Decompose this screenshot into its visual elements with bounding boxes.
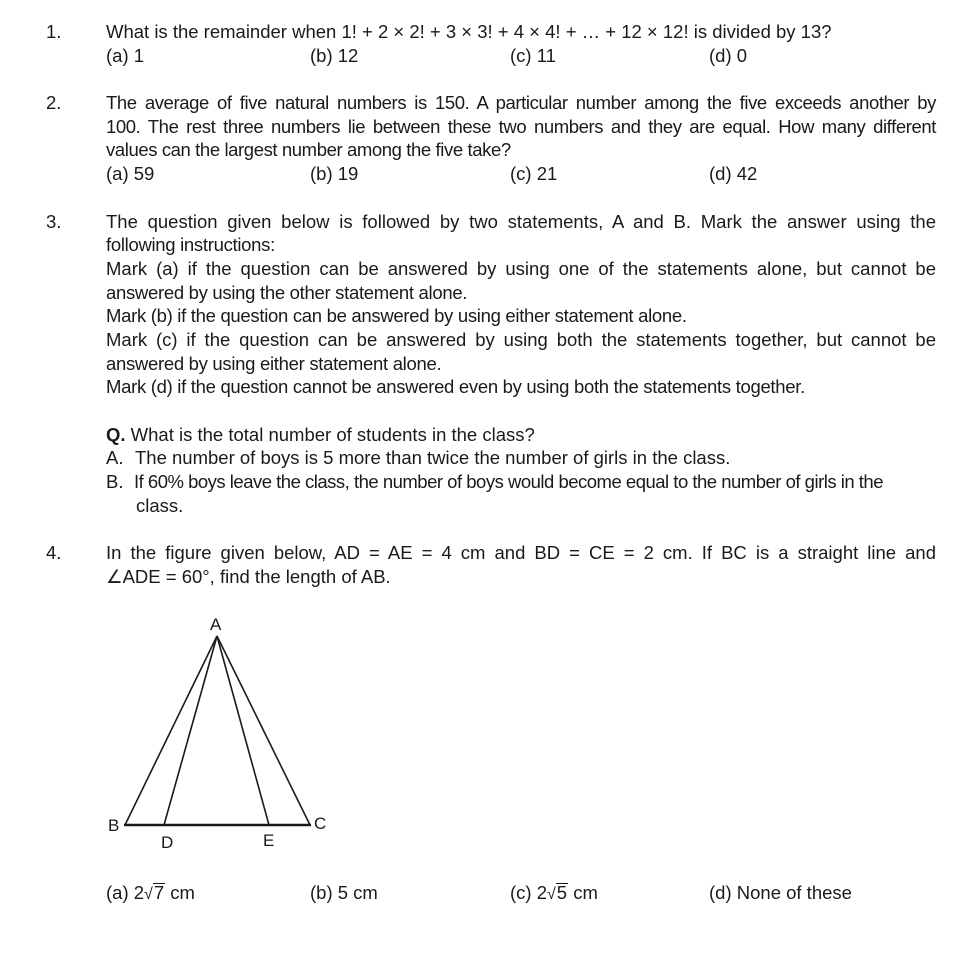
label-d: D xyxy=(161,833,174,852)
statement-a-text: The number of boys is 5 more than twice the number of girls in the class. xyxy=(135,447,731,468)
statement-b-text: If 60% boys leave the class, the number of boys would become equal to the number of girls in the xyxy=(134,471,883,492)
instruction-line: answered by using either statement alone. xyxy=(106,353,442,374)
option-c: (c) 11 xyxy=(510,45,556,66)
instruction-line: Mark (c) if the question can be answered by using both the statements together, but cannot be xyxy=(106,329,936,350)
question-text-line: ∠ADE = 60°, find the length of AB. xyxy=(106,566,391,587)
option-d: (d) 0 xyxy=(709,45,748,66)
question-number: 4. xyxy=(46,542,62,563)
radicand: 7 xyxy=(153,882,165,903)
sub-question-label: Q. xyxy=(106,424,126,445)
question-number: 2. xyxy=(46,92,62,113)
option-b: (b) 12 xyxy=(310,45,359,66)
instruction-line: answered by using the other statement alone. xyxy=(106,282,468,303)
option-b: (b) 19 xyxy=(310,163,359,184)
instruction-line: following instructions: xyxy=(106,234,275,255)
option-a: (a) 2√7 cm xyxy=(106,882,195,903)
option-d: (d) None of these xyxy=(709,882,852,903)
label-b: B xyxy=(108,816,120,835)
question-text-line: 100. The rest three numbers lie between these two numbers and they are equal. How many different xyxy=(106,116,936,137)
statement-b-label: B. xyxy=(106,471,124,492)
radicand: 5 xyxy=(556,882,568,903)
question-number: 3. xyxy=(46,211,62,232)
option-a: (a) 59 xyxy=(106,163,155,184)
option-b: (b) 5 cm xyxy=(310,882,378,903)
instruction-line: Mark (d) if the question cannot be answered even by using both the statements together. xyxy=(106,376,805,397)
instruction-line: The question given below is followed by two statements, A and B. Mark the answer using the xyxy=(106,211,936,232)
question-text-line: The average of five natural numbers is 150. A particular number among the five exceeds another by xyxy=(106,92,936,113)
instruction-line: Mark (a) if the question can be answered by using one of the statements alone, but cannot be xyxy=(106,258,936,279)
option-d: (d) 42 xyxy=(709,163,758,184)
option-c: (c) 21 xyxy=(510,163,558,184)
instruction-line: Mark (b) if the question can be answered by using either statement alone. xyxy=(106,305,687,326)
question-text-line: In the figure given below, AD = AE = 4 cm and BD = CE = 2 cm. If BC is a straight line and xyxy=(106,542,936,563)
sub-question-text: What is the total number of students in the class? xyxy=(130,424,535,445)
option-a: (a) 1 xyxy=(106,45,145,66)
statement-b-continuation: class. xyxy=(136,495,184,516)
label-a: A xyxy=(210,615,222,634)
question-text: What is the remainder when 1! + 2 × 2! + 3 × 3! + 4 × 4! + … + 12 × 12! is divided by 13? xyxy=(106,21,832,42)
label-e: E xyxy=(263,831,275,850)
question-number: 1. xyxy=(46,21,62,42)
statement-a-label: A. xyxy=(106,447,124,468)
label-c: C xyxy=(314,814,327,833)
option-c: (c) 2√5 cm xyxy=(510,882,598,903)
question-text-line: values can the largest number among the five take? xyxy=(106,139,511,160)
